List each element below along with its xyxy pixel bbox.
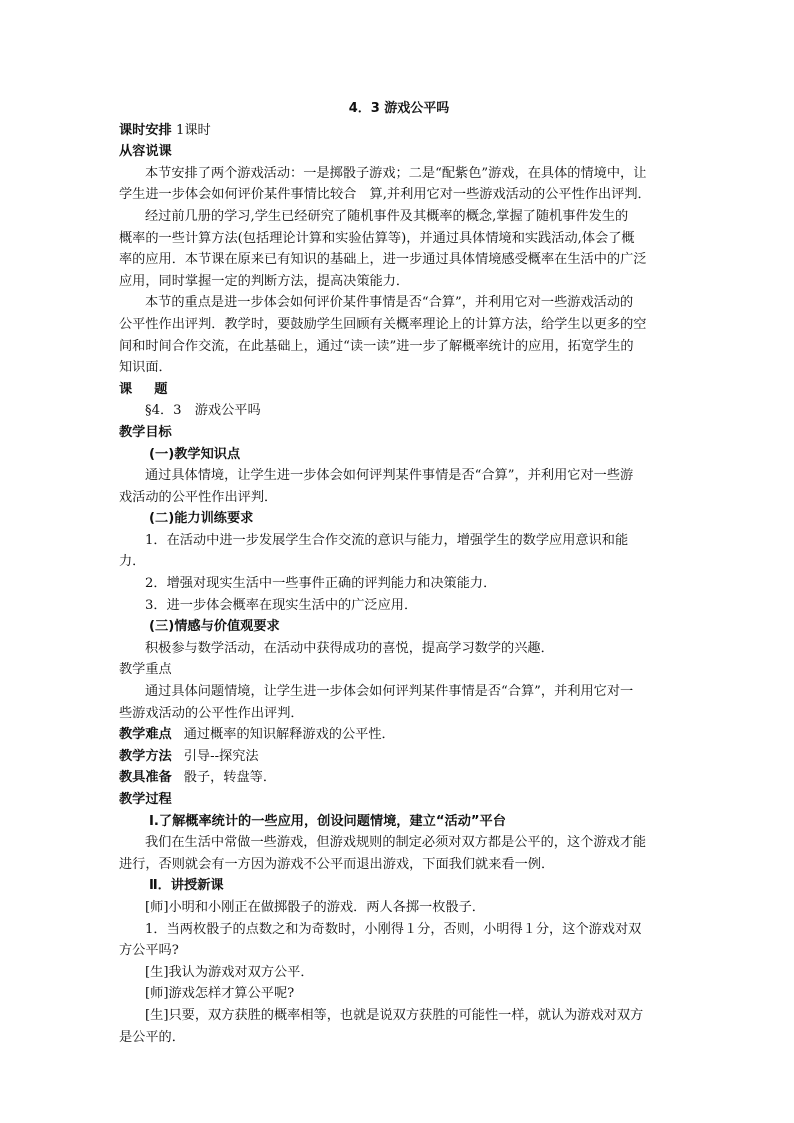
dialogue-line: [师]游戏怎样才算公平呢? xyxy=(145,986,295,1002)
tools-text: 骰子，转盘等． xyxy=(183,770,277,786)
topic-label-char: 题 xyxy=(154,381,168,397)
dialogue-line: 1．当两枚骰子的点数之和为奇数时，小刚得１分，否则，小明得１分，这个游戏对双 xyxy=(145,921,642,937)
goal3-heading: (三)情感与价值观要求 xyxy=(149,619,280,635)
dialogue-line: 是公平的． xyxy=(119,1029,185,1045)
list-item: 3．进一步体会概率在现实生活中的广泛应用． xyxy=(145,597,418,613)
paragraph-line: 经过前几册的学习,学生已经研究了随机事件及其概率的概念,掌握了随机事件发生的 xyxy=(145,208,629,224)
difficulty-text: 通过概率的知识解释游戏的公平性． xyxy=(183,727,395,743)
document-page xyxy=(119,98,679,1048)
paragraph-line: 本节安排了两个游戏活动：一是掷骰子游戏；二是“配紫色”游戏，在具体的情境中，让 xyxy=(145,165,647,181)
paragraph-line: 通过具体问题情境，让学生进一步体会如何评判某件事情是否“合算”，并利用它对一 xyxy=(145,684,634,700)
method-text: 引导--探究法 xyxy=(183,748,259,764)
paragraph-line: 应用，同时掌握一定的判断方法，提高决策能力． xyxy=(119,273,410,289)
dialogue-line: [师]小明和小刚正在做掷骰子的游戏．两人各掷一枚骰子． xyxy=(145,899,485,915)
topic-label xyxy=(119,379,679,401)
paragraph-line: 积极参与数学活动，在活动中获得成功的喜悦，提高学习数学的兴趣． xyxy=(145,640,554,656)
difficulty-label: 教学难点 xyxy=(119,727,172,743)
schedule-row xyxy=(119,120,679,142)
paragraph-line: 间和时间合作交流，在此基础上，通过“读一读”进一步了解概率统计的应用，拓宽学生的 xyxy=(119,338,634,354)
dialogue-line: 方公平吗? xyxy=(119,943,179,959)
tools-label: 教具准备 xyxy=(119,770,172,786)
paragraph-line: 些游戏活动的公平性作出评判． xyxy=(119,705,304,721)
process-heading: 教学过程 xyxy=(119,792,172,807)
schedule-label: 课时安排 xyxy=(119,122,172,138)
dialogue-line: [生]我认为游戏对双方公平． xyxy=(145,964,314,980)
list-item: 1．在活动中进一步发展学生合作交流的意识与能力，增强学生的数学应用意识和能 xyxy=(145,532,629,548)
paragraph-line: 概率的一些计算方法(包括理论计算和实验估算等)，并通过具体情境和实践活动,体会了概 xyxy=(119,230,635,246)
paragraph-line: 我们在生活中常做一些游戏，但游戏规则的制定必须对双方都是公平的，这个游戏才能 xyxy=(145,835,647,851)
focus-label: 教学重点 xyxy=(119,662,172,678)
paragraph-line: 进行，否则就会有一方因为游戏不公平而退出游戏，下面我们就来看一例． xyxy=(119,856,555,872)
method-label: 教学方法 xyxy=(119,748,172,764)
schedule-value: 1课时 xyxy=(175,122,211,138)
paragraph-line: 本节的重点是进一步体会如何评价某件事情是否“合算”，并利用它对一些游戏活动的 xyxy=(145,295,634,311)
paragraph-line: 戏活动的公平性作出评判． xyxy=(119,489,278,505)
paragraph-line: 率的应用．本节课在原来已有知识的基础上，进一步通过具体情境感受概率在生活中的广泛 xyxy=(119,252,647,268)
topic-label-char: 课 xyxy=(119,381,133,397)
tools-row xyxy=(119,767,679,789)
difficulty-row xyxy=(119,724,679,746)
method-row xyxy=(119,746,679,768)
step2-heading: Ⅱ．讲授新课 xyxy=(149,878,224,894)
dialogue-line: [生]只要，双方获胜的概率相等，也就是说双方获胜的可能性一样，就认为游戏对双方 xyxy=(145,1007,644,1023)
goal1-heading: (一)教学知识点 xyxy=(149,446,241,462)
content-heading: 从容说课 xyxy=(119,144,172,160)
step1-heading: Ⅰ.了解概率统计的一些应用，创设问题情境，建立“活动”平台 xyxy=(149,813,506,829)
paragraph-line: 知识面． xyxy=(119,360,172,376)
paragraph-line: 公平性作出评判．教学时，要鼓励学生回顾有关概率理论上的计算方法，给学生以更多的空 xyxy=(119,316,647,332)
list-item: 2．增强对现实生活中一些事件正确的评判能力和决策能力． xyxy=(145,576,497,592)
topic-value: §4．3 游戏公平吗 xyxy=(145,403,261,419)
goal2-heading: (二)能力训练要求 xyxy=(149,511,254,527)
goals-heading: 教学目标 xyxy=(119,424,172,440)
list-item-continued: 力． xyxy=(119,554,146,570)
paragraph-line: 学生进一步体会如何评价某件事情比较合 算,并利用它对一些游戏活动的公平性作出评判． xyxy=(119,187,651,203)
paragraph-line: 通过具体情境，让学生进一步体会如何评判某件事情是否“合算”，并利用它对一些游 xyxy=(145,468,634,484)
page-title: 4．3 游戏公平吗 xyxy=(348,101,450,116)
